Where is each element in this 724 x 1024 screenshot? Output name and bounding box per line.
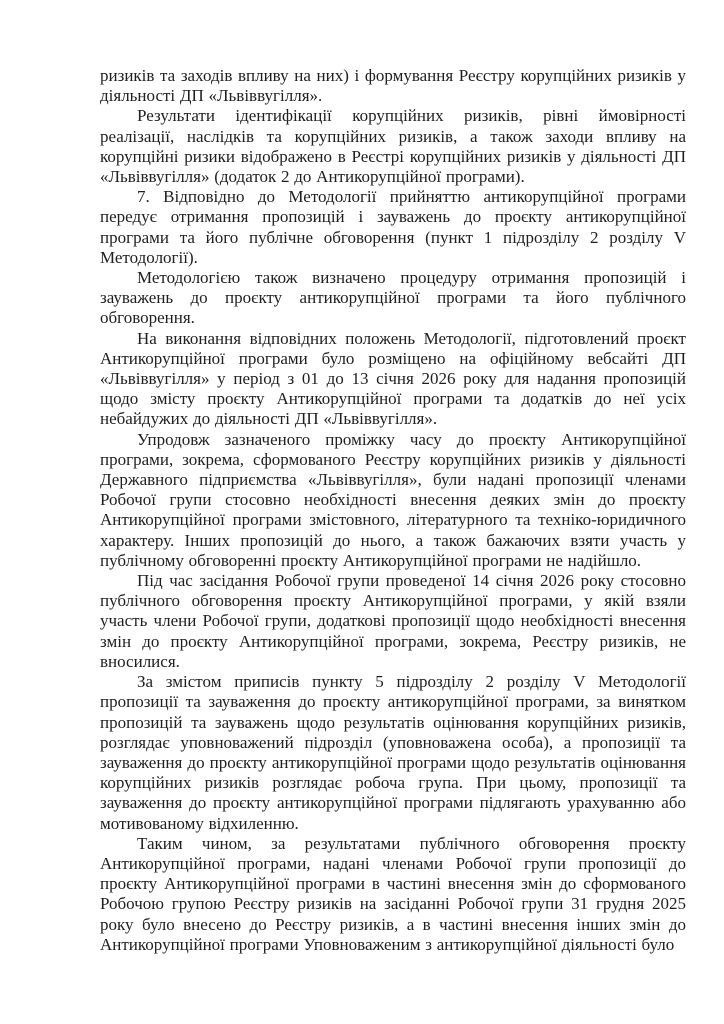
paragraph: На виконання відповідних положень Методології, підготовлений проєкт Антикорупційної програми було розміщено на офіційному вебсайті ДП «Львіввугілля» у період з 01 до 13 січня 2026 року для надання пропозицій щодо змісту проєкту Антикорупційної програми та додатків до неї усіх небайдужих до діяльності ДП «Львіввугілля». xyxy=(100,328,686,429)
paragraph-item-7: 7. Відповідно до Методології прийняттю антикорупційної програми передує отримання пропозицій і зауважень до проєкту антикорупційної програми та його публічне обговорення (пункт 1 підрозділу 2 розділу V Методології). xyxy=(100,187,686,267)
paragraph: Методологією також визначено процедуру отримання пропозицій і зауважень до проєкту антикорупційної програми та його публічного обговорення. xyxy=(100,268,686,328)
paragraph: Результати ідентифікації корупційних ризиків, рівні ймовірності реалізації, наслідків та корупційних ризиків, а також заходи впливу на корупційні ризики відображено в Реєстрі корупційних ризиків у діяльності ДП «Львіввугілля» (додаток 2 до Антикорупційної програми). xyxy=(100,106,686,187)
paragraph: Упродовж зазначеного проміжку часу до проєкту Антикорупційної програми, зокрема, сформованого Реєстру корупційних ризиків у діяльності Державного підприємства «Львіввугілля», були надані пропозиції членами Робочої групи стосовно необхідності внесення деяких змін до проєкту Антикорупційної програми змістовного, літературного та техніко-юридичного характеру. Інших пропозицій до нього, а також бажаючих взяти участь у публічному обговоренні проєкту Антикорупційної програми не надійшло. xyxy=(100,429,686,570)
document-text-block xyxy=(100,66,686,955)
paragraph-continuation: ризиків та заходів впливу на них) і формування Реєстру корупційних ризиків у діяльності ДП «Львіввугілля». xyxy=(100,66,686,106)
paragraph: Таким чином, за результатами публічного обговорення проєкту Антикорупційної програми, надані членами Робочої групи пропозиції до проєкту Антикорупційної програми в частині внесення змін до сформованого Робочою групою Реєстру ризиків на засіданні Робочої групи 31 грудня 2025 року було внесено до Реєстру ризиків, а в частині внесення інших змін до Антикорупційної програми Уповноваженим з антикорупційної діяльності було xyxy=(100,833,686,954)
paragraph: Під час засідання Робочої групи проведеної 14 січня 2026 року стосовно публічного обговорення проєкту Антикорупційної програми, у якій взяли участь члени Робочої групи, додаткові пропозиції щодо необхідності внесення змін до проєкту Антикорупційної програми, зокрема, Реєстру ризиків, не вносилися. xyxy=(100,571,686,671)
paragraph: За змістом приписів пункту 5 підрозділу 2 розділу V Методології пропозиції та зауваження до проєкту антикорупційної програми, за винятком пропозицій та зауважень щодо результатів оцінювання корупційних ризиків, розглядає уповноважений підрозділ (уповноважена особа), а пропозиції та зауваження до проєкту антикорупційної програми щодо результатів оцінювання корупційних ризиків розглядає робоча група. При цьому, пропозиції та зауваження до проєкту антикорупційної програми підлягають урахуванню або мотивованому відхиленню. xyxy=(100,672,686,833)
